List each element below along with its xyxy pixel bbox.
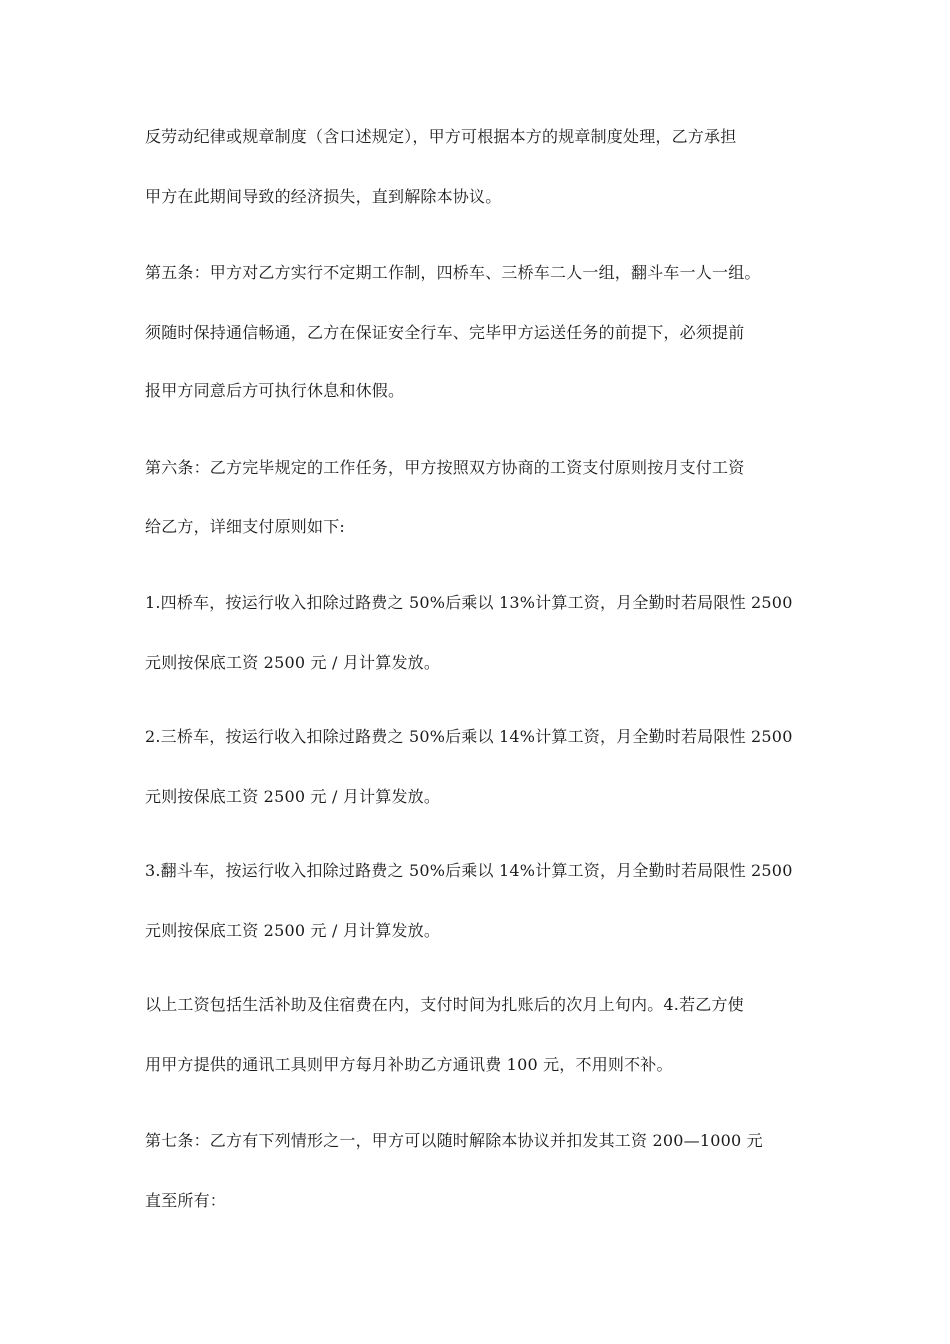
wage-item-1-line-1: 1.四桥车，按运行收入扣除过路费之 50%后乘以 13%计算工资，月全勤时若局限性 2500 xyxy=(145,593,793,612)
clause-4-text-line-1: 反劳动纪律或规章制度（含口述规定），甲方可根据本方的规章制度处理，乙方承担 xyxy=(145,127,737,146)
clause-7-text-line-1: 第七条：乙方有下列情形之一，甲方可以随时解除本协议并扣发其工资 200—1000 元 xyxy=(145,1131,763,1150)
wage-note-line-1: 以上工资包括生活补助及住宿费在内，支付时间为扎账后的次月上旬内。4.若乙方使 xyxy=(145,995,744,1014)
clause-7-text-line-2: 直至所有： xyxy=(145,1191,227,1210)
clause-6-text-line-2: 给乙方，详细支付原则如下: xyxy=(145,517,345,536)
wage-item-2-line-2: 元则按保底工资 2500 元 / 月计算发放。 xyxy=(145,787,441,806)
wage-item-2-line-1: 2.三桥车，按运行收入扣除过路费之 50%后乘以 14%计算工资，月全勤时若局限性 2500 xyxy=(145,727,793,746)
clause-5-text-line-1: 第五条：甲方对乙方实行不定期工作制，四桥车、三桥车二人一组，翻斗车一人一组。 xyxy=(145,263,761,282)
wage-item-1-line-2: 元则按保底工资 2500 元 / 月计算发放。 xyxy=(145,653,441,672)
clause-5-text-line-3: 报甲方同意后方可执行休息和休假。 xyxy=(145,381,405,400)
clause-4-text-line-2: 甲方在此期间导致的经济损失，直到解除本协议。 xyxy=(145,187,502,206)
wage-item-3-line-1: 3.翻斗车，按运行收入扣除过路费之 50%后乘以 14%计算工资，月全勤时若局限性 2500 xyxy=(145,861,793,880)
clause-5-text-line-2: 须随时保持通信畅通，乙方在保证安全行车、完毕甲方运送任务的前提下，必须提前 xyxy=(145,323,745,342)
wage-note-line-2: 用甲方提供的通讯工具则甲方每月补助乙方通讯费 100 元，不用则不补。 xyxy=(145,1055,673,1074)
clause-6-text-line-1: 第六条：乙方完毕规定的工作任务，甲方按照双方协商的工资支付原则按月支付工资 xyxy=(145,458,745,477)
wage-item-3-line-2: 元则按保底工资 2500 元 / 月计算发放。 xyxy=(145,921,441,940)
